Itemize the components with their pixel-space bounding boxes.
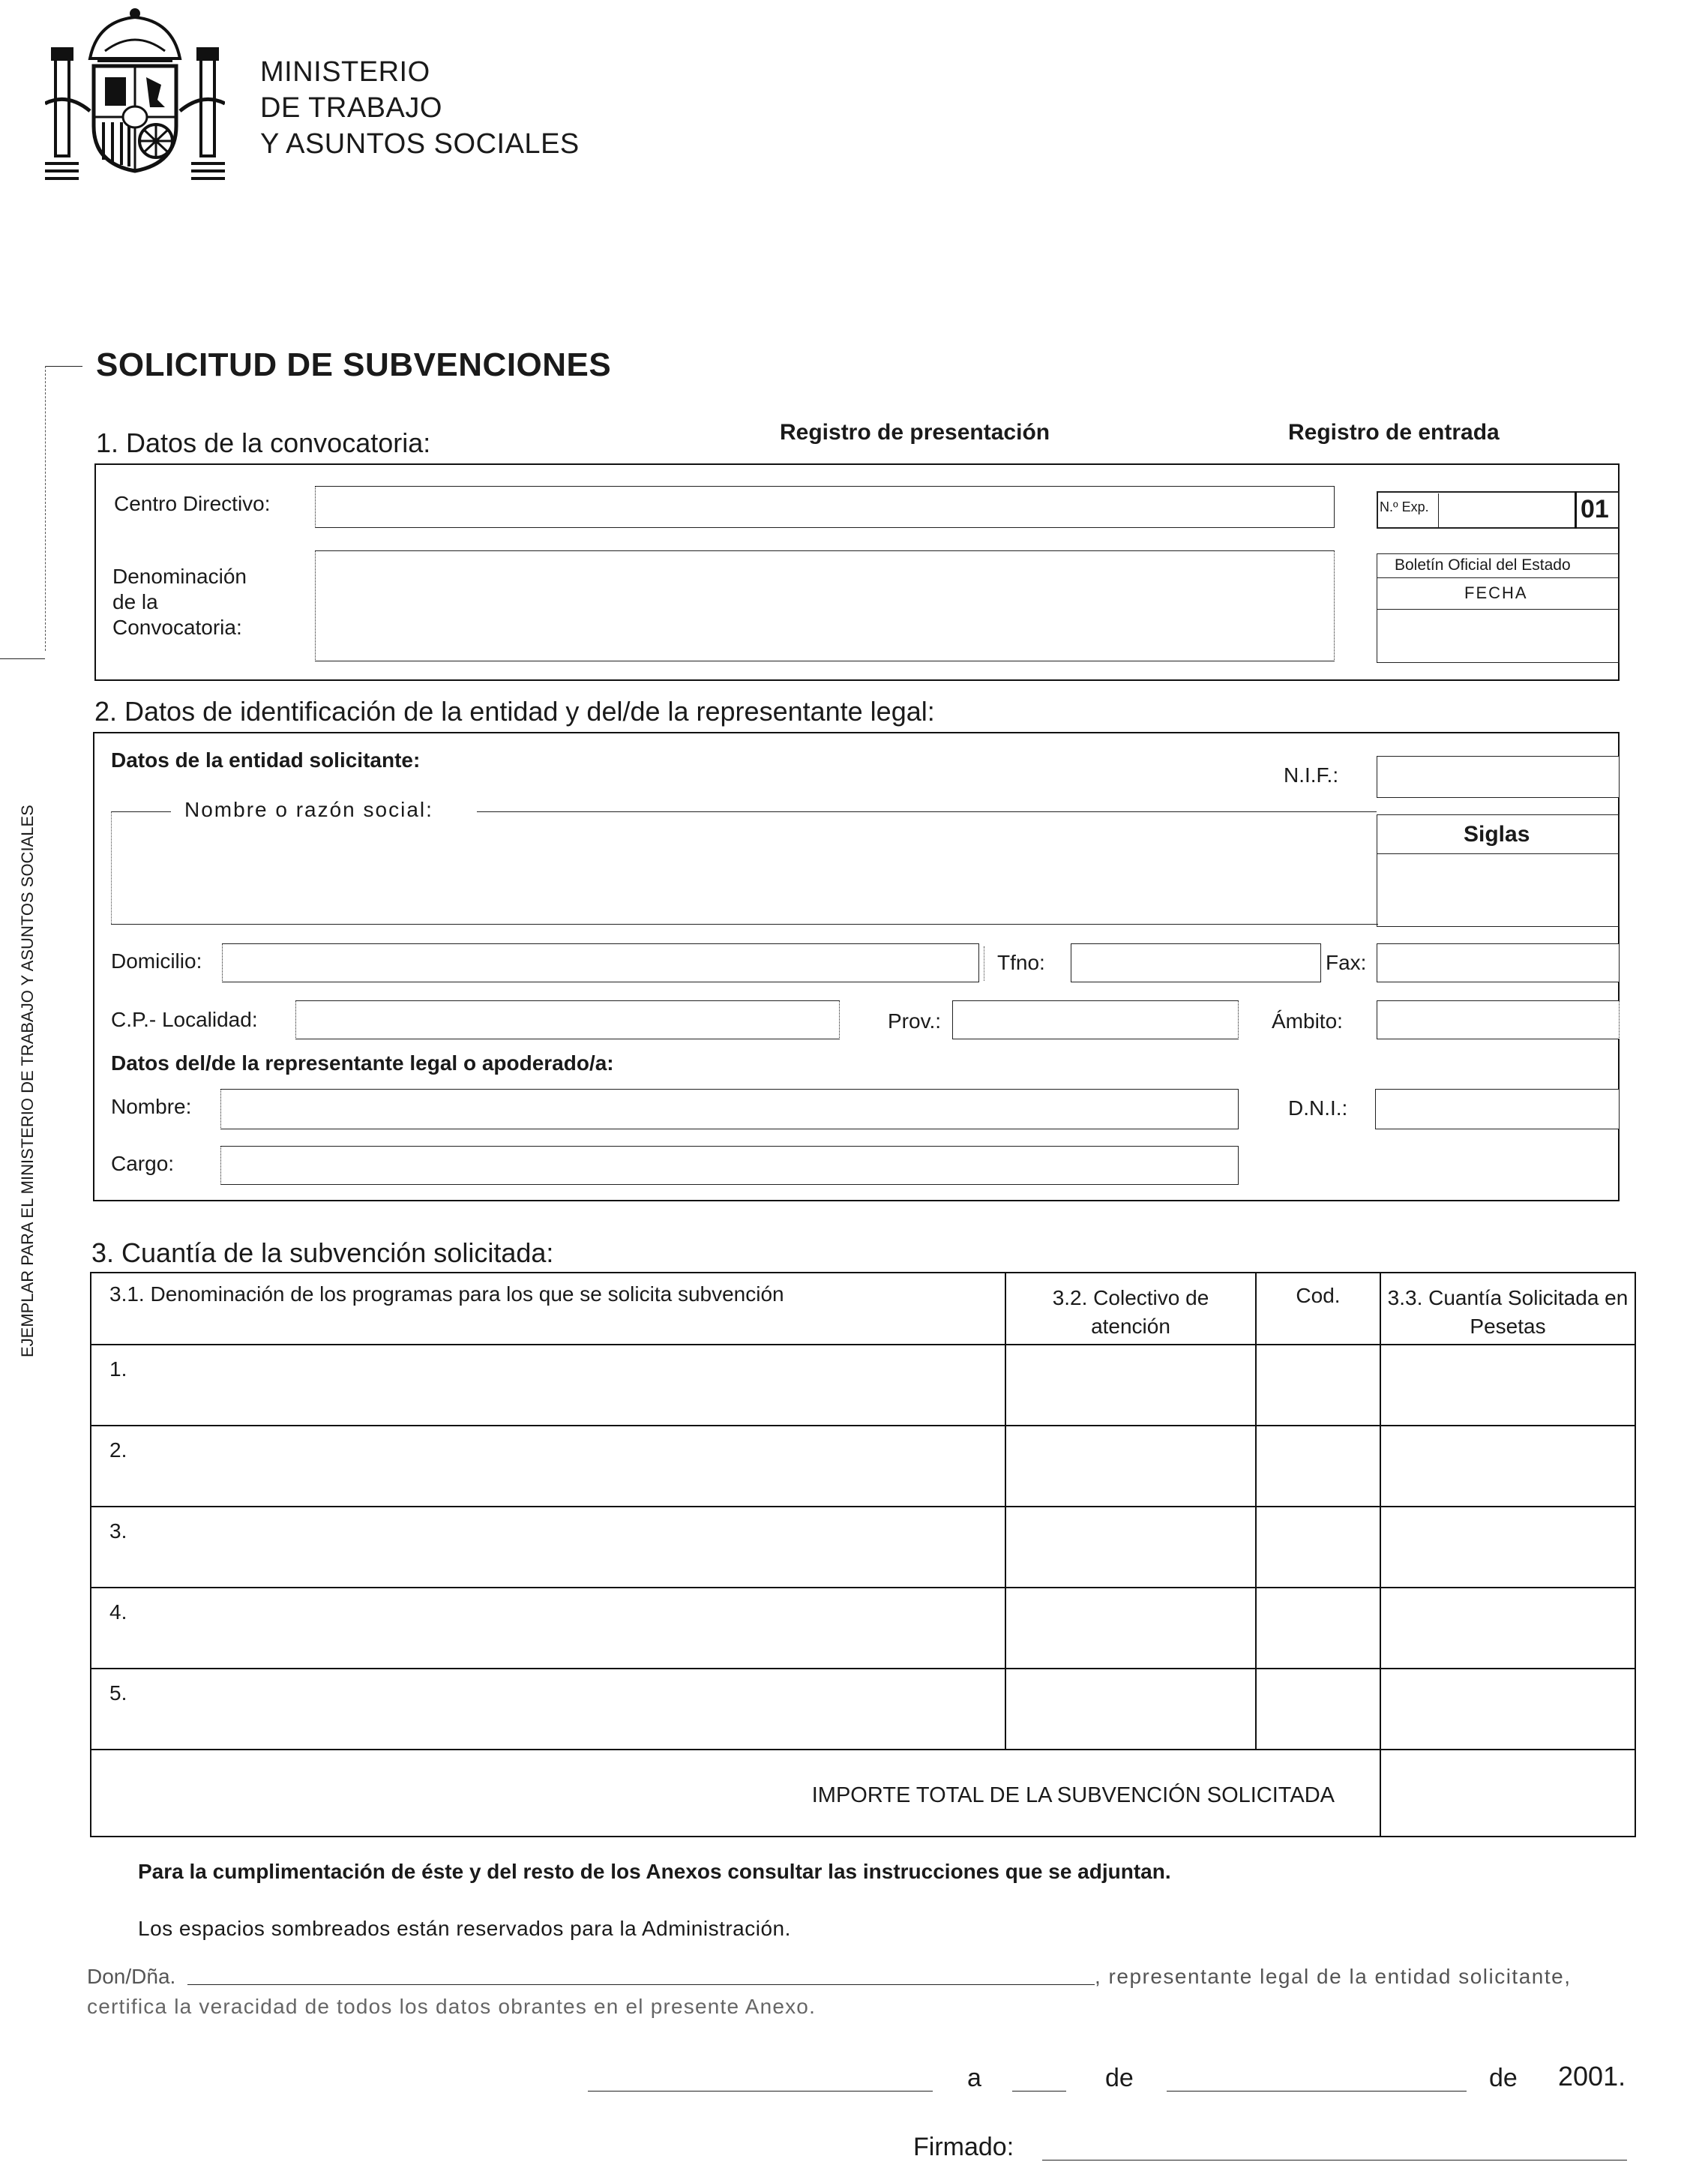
row-5-cod[interactable] (1256, 1669, 1380, 1750)
denominacion-label-3: Convocatoria: (112, 616, 242, 639)
row-4-cuantia[interactable] (1380, 1588, 1635, 1669)
fecha-label: FECHA (1464, 583, 1528, 602)
denominacion-label-2: de la (112, 590, 158, 613)
row-1-cuantia[interactable] (1380, 1345, 1635, 1426)
representante-text: , representante legal de la entidad solicitante, (1095, 1965, 1572, 1988)
denominacion-label (112, 564, 247, 640)
col-colectivo-header (1005, 1273, 1256, 1345)
col-cuantia-header (1380, 1273, 1635, 1345)
month-field[interactable] (1167, 2091, 1467, 2092)
don-field[interactable] (187, 1984, 1095, 1985)
nombre-label: Nombre: (111, 1095, 192, 1118)
col-cod-label: Cod. (1296, 1284, 1341, 1307)
row-4-denominacion[interactable] (91, 1588, 1005, 1669)
entidad-heading: Datos de la entidad solicitante: (111, 748, 421, 772)
table-row (91, 1507, 1635, 1588)
nexp-code: 01 (1581, 495, 1609, 523)
row-3-denominacion[interactable] (91, 1507, 1005, 1588)
row-3-number: 3. (109, 1519, 127, 1543)
nombre-razon-label: Nombre o razón social: (184, 798, 433, 821)
ministry-line-2: DE TRABAJO (260, 92, 442, 124)
table-row (91, 1345, 1635, 1426)
boe-label: Boletín Oficial del Estado (1395, 556, 1571, 574)
total-label: IMPORTE TOTAL DE LA SUBVENCIÓN SOLICITADA (811, 1783, 1335, 1807)
col-colectivo-label-1: 3.2. Colectivo de (1052, 1286, 1209, 1309)
domicilio-field[interactable] (222, 943, 979, 982)
table-row (91, 1669, 1635, 1750)
cargo-field[interactable] (220, 1146, 1239, 1185)
representante-heading: Datos del/de la representante legal o apoderado/a: (111, 1051, 614, 1075)
table-row (91, 1426, 1635, 1507)
centro-directivo-field[interactable] (315, 486, 1335, 528)
ministry-name (260, 54, 580, 162)
side-note: EJEMPLAR PARA EL MINISTERIO DE TRABAJO Y ASUNTOS SOCIALES (18, 805, 37, 1357)
day-field[interactable] (1012, 2091, 1066, 2092)
row-1-cod[interactable] (1256, 1345, 1380, 1426)
programs-table-header (91, 1273, 1635, 1345)
row-2-number: 2. (109, 1438, 127, 1462)
date-year: 2001. (1558, 2061, 1626, 2092)
shaded-note: Los espacios sombreados están reservados para la Administración. (138, 1917, 791, 1940)
cargo-label: Cargo: (111, 1152, 175, 1175)
row-4-colectivo[interactable] (1005, 1588, 1256, 1669)
coat-of-arms-logo (45, 6, 225, 182)
row-3-cuantia[interactable] (1380, 1507, 1635, 1588)
certifica-text: certifica la veracidad de todos los datos obrantes en el presente Anexo. (87, 1995, 817, 2018)
form-title: SOLICITUD DE SUBVENCIONES (96, 346, 612, 383)
section1-heading: 1. Datos de la convocatoria: (96, 427, 431, 458)
place-field[interactable] (588, 2091, 933, 2092)
row-5-colectivo[interactable] (1005, 1669, 1256, 1750)
table-row (91, 1588, 1635, 1669)
don-label: Don/Dña. (87, 1965, 176, 1988)
row-5-number: 5. (109, 1681, 127, 1705)
siglas-field[interactable] (1378, 855, 1618, 925)
date-de-1: de (1105, 2064, 1134, 2092)
cp-label: C.P.- Localidad: (111, 1008, 258, 1031)
row-1-colectivo[interactable] (1005, 1345, 1256, 1426)
centro-directivo-label: Centro Directivo: (114, 492, 271, 515)
col-cuantia-label-1: 3.3. Cuantía Solicitada en (1387, 1286, 1629, 1309)
col-cuantia-label-2: Pesetas (1470, 1315, 1546, 1338)
siglas-label: Siglas (1464, 822, 1530, 847)
row-4-number: 4. (109, 1600, 127, 1624)
programs-table (90, 1272, 1636, 1837)
registro-entrada-label: Registro de entrada (1288, 420, 1500, 445)
ambito-field[interactable] (1377, 1000, 1620, 1039)
date-de-2: de (1489, 2064, 1518, 2092)
fecha-field[interactable] (1378, 610, 1618, 661)
section2-heading: 2. Datos de identificación de la entidad y del/de la representante legal: (94, 696, 935, 727)
col-cod-header (1256, 1273, 1380, 1345)
ministry-line-1: MINISTERIO (260, 56, 430, 88)
prov-label: Prov.: (888, 1009, 942, 1033)
registro-presentacion-label: Registro de presentación (780, 420, 1050, 445)
total-row (91, 1750, 1635, 1837)
row-4-cod[interactable] (1256, 1588, 1380, 1669)
row-5-denominacion[interactable] (91, 1669, 1005, 1750)
tfno-label: Tfno: (997, 951, 1045, 974)
row-2-colectivo[interactable] (1005, 1426, 1256, 1507)
dni-field[interactable] (1375, 1089, 1620, 1129)
nombre-field[interactable] (220, 1089, 1239, 1129)
denominacion-label-1: Denominación (112, 565, 247, 588)
denominacion-field[interactable] (315, 550, 1335, 661)
fax-field[interactable] (1377, 943, 1620, 982)
row-2-cod[interactable] (1256, 1426, 1380, 1507)
section3-heading: 3. Cuantía de la subvención solicitada: (91, 1237, 554, 1268)
nexp-label: N.º Exp. (1380, 499, 1429, 514)
nombre-razon-field[interactable] (114, 814, 1374, 922)
date-a: a (967, 2064, 981, 2092)
row-3-colectivo[interactable] (1005, 1507, 1256, 1588)
cp-field[interactable] (295, 1000, 840, 1039)
col-colectivo-label-2: atención (1091, 1315, 1170, 1338)
row-1-denominacion[interactable] (91, 1345, 1005, 1426)
nif-field[interactable] (1377, 756, 1620, 798)
row-5-cuantia[interactable] (1380, 1669, 1635, 1750)
row-3-cod[interactable] (1256, 1507, 1380, 1588)
total-amount-cell[interactable] (1380, 1750, 1635, 1837)
firmado-label: Firmado: (913, 2133, 1014, 2161)
dni-label: D.N.I.: (1288, 1096, 1348, 1120)
ambito-label: Ámbito: (1272, 1009, 1343, 1033)
nif-label: N.I.F.: (1284, 763, 1339, 787)
instructions-note: Para la cumplimentación de éste y del resto de los Anexos consultar las instrucciones que se adjuntan. (138, 1860, 1171, 1883)
ministry-line-3: Y ASUNTOS SOCIALES (260, 128, 580, 160)
fax-label: Fax: (1326, 951, 1367, 974)
signature-field[interactable] (1042, 2160, 1627, 2161)
row-2-denominacion[interactable] (91, 1426, 1005, 1507)
total-label-cell (91, 1750, 1380, 1837)
tfno-field[interactable] (1071, 943, 1321, 982)
domicilio-label: Domicilio: (111, 949, 202, 973)
col-denominacion-label: 3.1. Denominación de los programas para los que se solicita subvención (109, 1282, 784, 1306)
col-denominacion-header (91, 1273, 1005, 1345)
row-1-number: 1. (109, 1357, 127, 1381)
row-2-cuantia[interactable] (1380, 1426, 1635, 1507)
prov-field[interactable] (952, 1000, 1239, 1039)
